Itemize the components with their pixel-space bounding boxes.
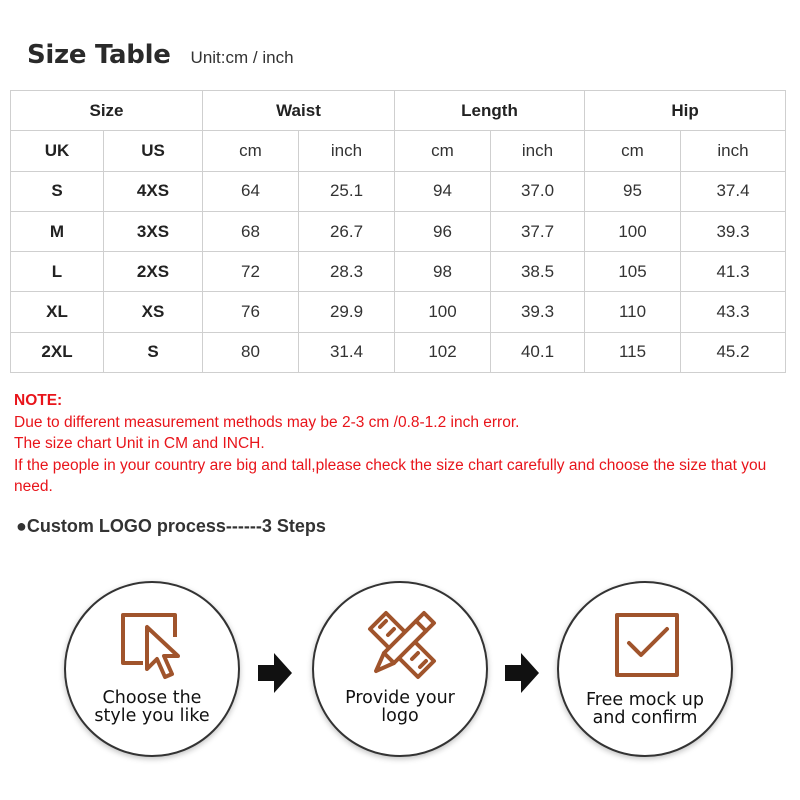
subheader-uk: UK <box>11 131 104 171</box>
cell-us: 4XS <box>104 171 203 211</box>
subheader-hip-inch: inch <box>681 131 786 171</box>
cell-hip-inch: 43.3 <box>681 292 786 332</box>
cell-waist-inch: 25.1 <box>299 171 395 211</box>
checkbox-icon <box>611 609 683 681</box>
cell-hip-inch: 45.2 <box>681 332 786 372</box>
cell-uk: L <box>11 252 104 292</box>
cell-length-inch: 39.3 <box>491 292 585 332</box>
cell-length-inch: 37.7 <box>491 211 585 251</box>
group-header-hip: Hip <box>585 91 786 131</box>
cell-length-cm: 98 <box>395 252 491 292</box>
cell-waist-cm: 76 <box>203 292 299 332</box>
cell-length-inch: 38.5 <box>491 252 585 292</box>
process-heading: ●Custom LOGO process------3 Steps <box>16 516 326 536</box>
cell-waist-inch: 31.4 <box>299 332 395 372</box>
cell-hip-inch: 41.3 <box>681 252 786 292</box>
note-block <box>14 390 794 498</box>
subheader-waist-cm: cm <box>203 131 299 171</box>
subheader-length-inch: inch <box>491 131 585 171</box>
cell-length-cm: 94 <box>395 171 491 211</box>
arrow-right-icon <box>258 653 292 693</box>
note-line: If the people in your country are big and tall,please check the size chart carefully and choose the size that you need. <box>14 456 767 495</box>
subheader-waist-inch: inch <box>299 131 395 171</box>
cell-length-inch: 40.1 <box>491 332 585 372</box>
cell-length-cm: 96 <box>395 211 491 251</box>
table-row <box>11 292 786 332</box>
cell-waist-inch: 26.7 <box>299 211 395 251</box>
title-row <box>27 40 294 80</box>
cell-hip-cm: 95 <box>585 171 681 211</box>
cell-hip-cm: 110 <box>585 292 681 332</box>
note-line: The size chart Unit in CM and INCH. <box>14 435 265 452</box>
subheader-us: US <box>104 131 203 171</box>
note-line: Due to different measurement methods may be 2-3 cm /0.8-1.2 inch error. <box>14 413 520 431</box>
arrow-right-icon <box>505 653 539 693</box>
cell-hip-inch: 39.3 <box>681 211 786 251</box>
cell-waist-cm: 68 <box>203 211 299 251</box>
page-title: Size Table <box>27 40 171 70</box>
size-table <box>10 90 786 373</box>
cursor-click-icon <box>117 609 189 681</box>
cell-us: 2XS <box>104 252 203 292</box>
subheader-length-cm: cm <box>395 131 491 171</box>
subheader-hip-cm: cm <box>585 131 681 171</box>
pencil-ruler-icon <box>364 607 440 683</box>
cell-waist-inch: 28.3 <box>299 252 395 292</box>
subheader-row <box>11 131 786 171</box>
step-3-circle <box>557 581 733 757</box>
cell-hip-cm: 105 <box>585 252 681 292</box>
cell-us: XS <box>104 292 203 332</box>
cell-uk: XL <box>11 292 104 332</box>
step-1-circle <box>64 581 240 757</box>
cell-us: 3XS <box>104 211 203 251</box>
cell-uk: S <box>11 171 104 211</box>
cell-hip-inch: 37.4 <box>681 171 786 211</box>
cell-us: S <box>104 332 203 372</box>
step-2-circle <box>312 581 488 757</box>
group-header-row <box>11 91 786 131</box>
cell-uk: M <box>11 211 104 251</box>
cell-uk: 2XL <box>11 332 104 372</box>
step-1-label: Choose the style you like <box>94 688 210 726</box>
cell-length-inch: 37.0 <box>491 171 585 211</box>
group-header-waist: Waist <box>203 91 395 131</box>
group-header-size: Size <box>11 91 203 131</box>
cell-waist-cm: 72 <box>203 252 299 292</box>
cell-hip-cm: 100 <box>585 211 681 251</box>
step-2-label: Provide your logo <box>345 688 455 726</box>
cell-length-cm: 102 <box>395 332 491 372</box>
cell-waist-cm: 80 <box>203 332 299 372</box>
cell-waist-inch: 29.9 <box>299 292 395 332</box>
cell-hip-cm: 115 <box>585 332 681 372</box>
note-title: NOTE: <box>14 392 63 409</box>
table-row <box>11 171 786 211</box>
group-header-length: Length <box>395 91 585 131</box>
unit-label: Unit:cm / inch <box>190 48 294 67</box>
cell-length-cm: 100 <box>395 292 491 332</box>
table-row <box>11 211 786 251</box>
table-row <box>11 252 786 292</box>
step-3-label: Free mock up and confirm <box>586 690 704 728</box>
cell-waist-cm: 64 <box>203 171 299 211</box>
table-row <box>11 332 786 372</box>
